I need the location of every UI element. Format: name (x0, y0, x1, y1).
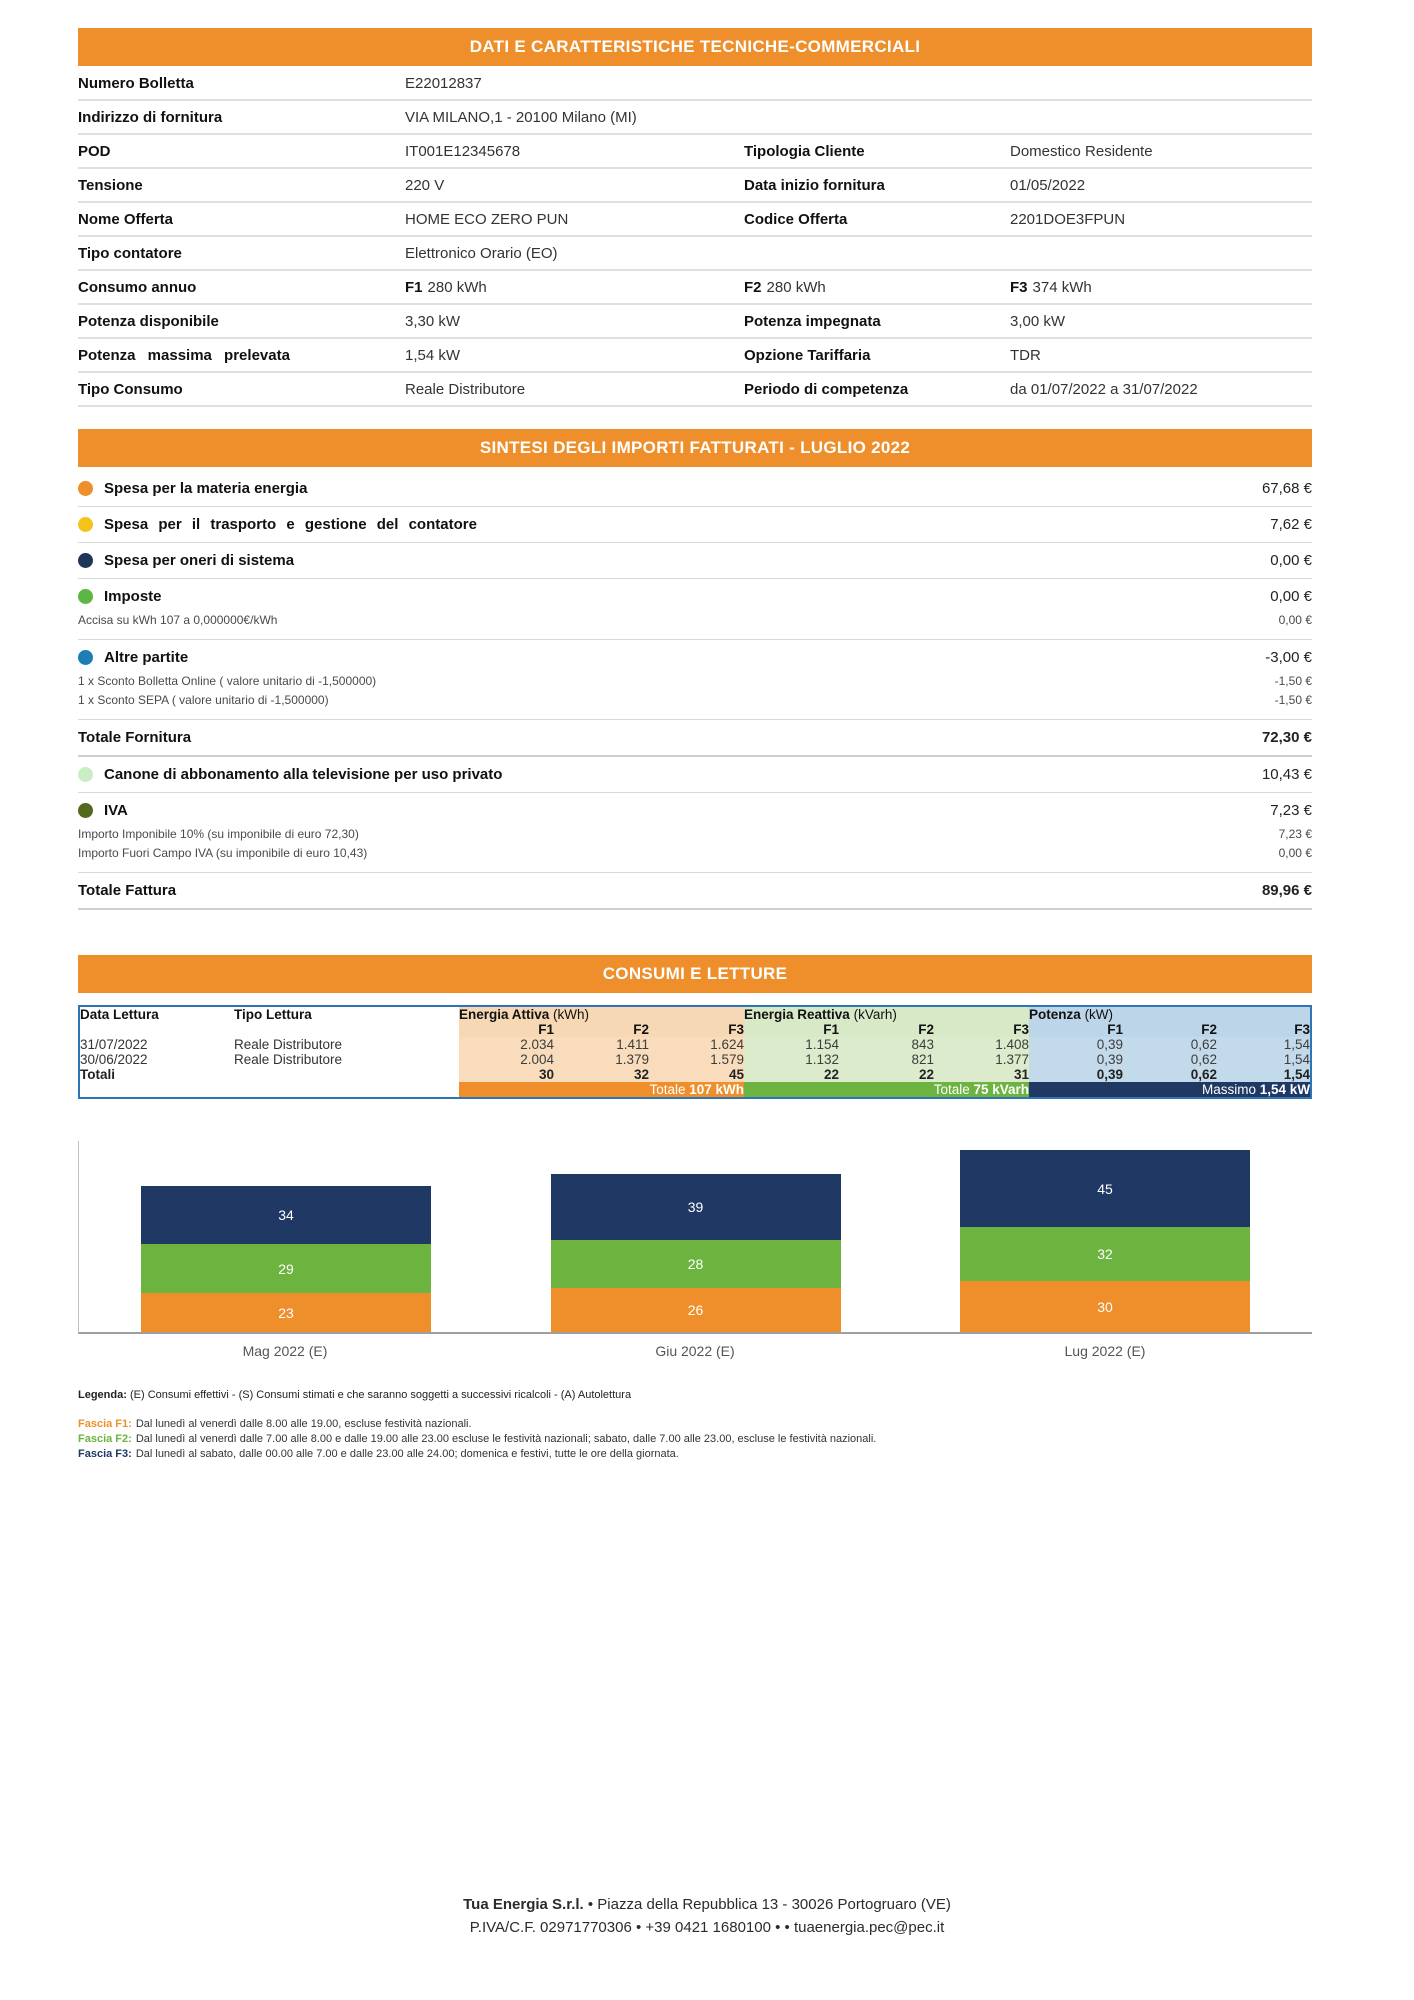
chart-legend-note: Legenda: (E) Consumi effettivi - (S) Consumi stimati e che saranno soggetti a successivi ricalcoli - (A) Autolettura (78, 1389, 632, 1401)
consumi-table (78, 1005, 1312, 1099)
cost-summary-list (78, 471, 1312, 910)
fascia-f1-note: Fascia F1: Dal lunedì al venerdì dalle 8.00 alle 19.00, escluse festività nazionali. (78, 1418, 472, 1430)
field-value: 01/05/2022 (1010, 176, 1086, 194)
table-cell: 1.377 (934, 1052, 1029, 1067)
category-dot-icon (78, 803, 93, 818)
field-label: Tipo contatore (78, 244, 182, 262)
table-cell: 2.034 (459, 1037, 554, 1052)
table-cell: 0,39 (1029, 1037, 1123, 1052)
cost-item-label: Canone di abbonamento alla televisione per uso privato (104, 766, 503, 783)
fasce-notes (78, 1417, 1312, 1462)
table-cell: 1.411 (554, 1037, 649, 1052)
bar-value-label: 29 (278, 1260, 294, 1277)
x-axis-labels (78, 1343, 1312, 1359)
field-value: IT001E12345678 (405, 142, 521, 160)
bar-segment-f3 (141, 1186, 431, 1244)
category-dot-icon (78, 517, 93, 532)
consumption-stacked-bar-chart (78, 1141, 1312, 1334)
field-label: Periodo di competenza (744, 380, 909, 398)
field-value: 2201DOE3FPUN (1010, 210, 1126, 228)
category-dot-icon (78, 767, 93, 782)
bar-segment-f1 (141, 1293, 431, 1332)
table-cell: 1.154 (744, 1037, 839, 1052)
field-value: 374 kWh (1032, 278, 1092, 296)
x-axis-label: Mag 2022 (E) (242, 1343, 328, 1359)
company-footer (0, 1893, 1414, 1939)
x-axis-label: Lug 2022 (E) (1064, 1343, 1146, 1359)
table-cell: 31 (934, 1067, 1029, 1082)
table-row: Consumo annuo F1 280 kWh F2 280 kWh F3 374 kWh (78, 271, 1312, 305)
table-cell: 0,62 (1123, 1052, 1217, 1067)
category-dot-icon (78, 589, 93, 604)
table-row (78, 339, 1312, 373)
cost-item-detail: 1 x Sconto SEPA ( valore unitario di -1,500000) -1,50 € (78, 693, 1312, 707)
cost-item-detail: 1 x Sconto Bolletta Online ( valore unitario di -1,500000) -1,50 € (78, 674, 1312, 688)
cost-item-amount: 67,68 € (1261, 480, 1312, 497)
table-cell: 1,54 (1217, 1052, 1311, 1067)
total-amount: 72,30 € (1261, 729, 1312, 746)
field-label: Potenza disponibile (78, 312, 219, 330)
cost-item-detail: Importo Imponibile 10% (su imponibile di euro 72,30) 7,23 € (78, 827, 1312, 841)
col-header-f1: F1 (744, 1022, 839, 1037)
table-row (78, 237, 1312, 271)
col-header-tipo-lettura: Tipo Lettura (234, 1007, 312, 1022)
table-cell: 0,62 (1123, 1037, 1217, 1052)
section-header-dati (78, 28, 1312, 66)
field-value: 3,00 kW (1010, 312, 1066, 330)
field-label: Tensione (78, 176, 143, 194)
bar-value-label: 28 (687, 1256, 704, 1272)
massimo-potenza-band: Massimo 1,54 kW (1029, 1082, 1311, 1098)
table-cell: 1.132 (744, 1052, 839, 1067)
total-label: Totale Fattura (78, 882, 177, 899)
table-cell: 0,39 (1029, 1052, 1123, 1067)
group-header-energia-attiva: Energia Attiva (kWh) (459, 1006, 744, 1022)
table-row (78, 373, 1312, 407)
col-header-data-lettura: Data Lettura (80, 1007, 159, 1022)
col-header-f1: F1 (459, 1022, 554, 1037)
table-cell: 32 (554, 1067, 649, 1082)
category-dot-icon (78, 553, 93, 568)
table-row (78, 305, 1312, 339)
field-value: 3,30 kW (405, 312, 461, 330)
totals-row (79, 1067, 1311, 1082)
total-label: Totale Fornitura (78, 729, 192, 746)
footer-line-2: P.IVA/C.F. 02971770306 • +39 0421 1680100 • • tuaenergia.pec@pec.it (469, 1919, 945, 1936)
table-row (79, 1052, 1311, 1067)
cost-item-label: Spesa per il trasporto e gestione del contatore (104, 516, 477, 533)
cost-item (78, 640, 1312, 720)
x-axis-label: Giu 2022 (E) (655, 1343, 735, 1359)
reading-date: 31/07/2022 (80, 1037, 148, 1052)
col-header-f3: F3 (649, 1022, 744, 1037)
cost-item-detail: Importo Fuori Campo IVA (su imponibile di euro 10,43) 0,00 € (78, 846, 1312, 860)
table-row (79, 1037, 1311, 1052)
table-row (78, 135, 1312, 169)
table-cell: 2.004 (459, 1052, 554, 1067)
table-row (78, 101, 1312, 135)
bar-segment-f1 (551, 1288, 841, 1332)
group-header-energia-reattiva: Energia Reattiva (kVarh) (744, 1006, 1029, 1022)
bar-value-label: 23 (278, 1304, 294, 1321)
table-row (78, 169, 1312, 203)
field-label: Consumo annuo (78, 278, 197, 296)
totale-reattiva-band: Totale 75 kVarh (744, 1082, 1029, 1098)
field-label: Data inizio fornitura (744, 176, 885, 194)
dati-table (78, 67, 1312, 407)
bar-segment-f3 (960, 1150, 1250, 1227)
table-cell: 0,62 (1123, 1067, 1217, 1082)
table-row (78, 203, 1312, 237)
table-cell: 1,54 (1217, 1037, 1311, 1052)
field-label: F2 (744, 278, 762, 296)
field-value: VIA MILANO,1 - 20100 Milano (MI) (405, 108, 637, 126)
table-cell: 1,54 (1217, 1067, 1311, 1082)
bar-lug-2022 (960, 1150, 1250, 1332)
bar-segment-f3 (551, 1174, 841, 1240)
table-row (78, 67, 1312, 101)
cost-item (78, 543, 1312, 579)
cost-item-amount: 7,23 € (1270, 802, 1312, 819)
table-cell: 0,39 (1029, 1067, 1123, 1082)
table-cell: 843 (839, 1037, 934, 1052)
cost-item (78, 579, 1312, 640)
cost-item-label: Imposte (104, 588, 162, 605)
table-cell: 22 (839, 1067, 934, 1082)
bar-segment-f2 (551, 1240, 841, 1288)
table-footer-row (79, 1082, 1311, 1098)
total-fattura-row (78, 873, 1312, 910)
field-value: 280 kWh (427, 278, 487, 296)
total-fornitura-row (78, 720, 1312, 757)
table-cell: 1.379 (554, 1052, 649, 1067)
bar-segment-f2 (960, 1227, 1250, 1281)
field-label: Codice Offerta (744, 210, 848, 228)
field-label: Indirizzo di fornitura (78, 108, 223, 126)
group-header-potenza: Potenza (kW) (1029, 1006, 1311, 1022)
table-header-row (79, 1006, 1311, 1022)
cost-item-label: Spesa per oneri di sistema (104, 552, 295, 569)
table-cell: 1.579 (649, 1052, 744, 1067)
field-label: Potenza impegnata (744, 312, 881, 330)
bar-value-label: 45 (1097, 1180, 1113, 1197)
section-header-sintesi (78, 429, 1312, 467)
bar-mag-2022 (141, 1186, 431, 1332)
cost-item-amount: 7,62 € (1270, 516, 1312, 533)
cost-item-amount: 10,43 € (1261, 766, 1312, 783)
reading-type: Reale Distributore (234, 1037, 343, 1052)
field-label: Potenza massima prelevata (78, 346, 290, 364)
bar-value-label: 34 (278, 1207, 294, 1223)
category-dot-icon (78, 481, 93, 496)
category-dot-icon (78, 650, 93, 665)
field-value: 1,54 kW (405, 346, 461, 364)
section-title: SINTESI DEGLI IMPORTI FATTURATI - LUGLIO 2022 (479, 438, 911, 457)
field-value: TDR (1010, 346, 1041, 364)
reading-type: Reale Distributore (234, 1052, 343, 1067)
total-amount: 89,96 € (1261, 882, 1312, 899)
table-cell: 30 (459, 1067, 554, 1082)
cost-item-amount: -3,00 € (1265, 649, 1312, 666)
footer-line-1: Tua Energia S.r.l. • Piazza della Repubblica 13 - 30026 Portogruaro (VE) (463, 1896, 951, 1913)
totals-label: Totali (80, 1067, 115, 1082)
fascia-f2-note: Fascia F2: Dal lunedì al venerdì dalle 7.00 alle 8.00 e dalle 19.00 alle 23.00 escluse le festività nazionali; sabato, dalle 7.00 alle 23.00, escluse le festività nazionali. (78, 1433, 877, 1445)
bar-segment-f1 (960, 1281, 1250, 1332)
field-value: Domestico Residente (1010, 142, 1153, 160)
field-label: Opzione Tariffaria (744, 346, 871, 364)
bill-document (78, 28, 1312, 1462)
field-label: Numero Bolletta (78, 74, 194, 92)
bar-giu-2022 (551, 1174, 841, 1332)
section-title: DATI E CARATTERISTICHE TECNICHE-COMMERCIALI (469, 37, 921, 56)
field-label: Tipologia Cliente (744, 142, 865, 160)
cost-item (78, 471, 1312, 507)
field-value: Elettronico Orario (EO) (405, 244, 558, 262)
table-cell: 1.408 (934, 1037, 1029, 1052)
field-label: POD (78, 142, 111, 160)
bar-segment-f2 (141, 1244, 431, 1293)
table-cell: 1.624 (649, 1037, 744, 1052)
reading-date: 30/06/2022 (80, 1052, 148, 1067)
table-cell: 45 (649, 1067, 744, 1082)
cost-item-amount: 0,00 € (1270, 552, 1312, 569)
col-header-f1: F1 (1029, 1022, 1123, 1037)
field-value: Reale Distributore (405, 380, 526, 398)
field-value: HOME ECO ZERO PUN (405, 210, 569, 228)
cost-item-label: Spesa per la materia energia (104, 480, 308, 497)
section-title: CONSUMI E LETTURE (602, 964, 788, 983)
field-value: da 01/07/2022 a 31/07/2022 (1010, 380, 1198, 398)
field-label: Tipo Consumo (78, 380, 183, 398)
cost-item (78, 757, 1312, 793)
cost-item (78, 507, 1312, 543)
section-header-consumi (78, 955, 1312, 993)
table-cell: 821 (839, 1052, 934, 1067)
cost-item-label: IVA (104, 802, 128, 819)
field-value: E22012837 (405, 74, 482, 92)
cost-item-detail: Accisa su kWh 107 a 0,000000€/kWh 0,00 € (78, 613, 1312, 627)
table-cell: 22 (744, 1067, 839, 1082)
totale-attiva-band: Totale 107 kWh (459, 1082, 744, 1098)
col-header-f2: F2 (839, 1022, 934, 1037)
field-value: 220 V (405, 176, 445, 194)
col-header-f2: F2 (554, 1022, 649, 1037)
cost-item-label: Altre partite (104, 649, 189, 666)
bar-value-label: 32 (1097, 1246, 1113, 1262)
col-header-f2: F2 (1123, 1022, 1217, 1037)
bar-value-label: 30 (1097, 1298, 1113, 1315)
cost-item (78, 793, 1312, 873)
bar-value-label: 39 (687, 1199, 704, 1215)
col-header-f3: F3 (934, 1022, 1029, 1037)
cost-item-amount: 0,00 € (1270, 588, 1312, 605)
fascia-f3-note: Fascia F3: Dal lunedì al sabato, dalle 00.00 alle 7.00 e dalle 23.00 alle 24.00; domenica e festivi, tutte le ore della giornata. (78, 1448, 679, 1460)
bar-value-label: 26 (687, 1302, 704, 1318)
col-header-f3: F3 (1217, 1022, 1311, 1037)
field-label: Nome Offerta (78, 210, 174, 228)
